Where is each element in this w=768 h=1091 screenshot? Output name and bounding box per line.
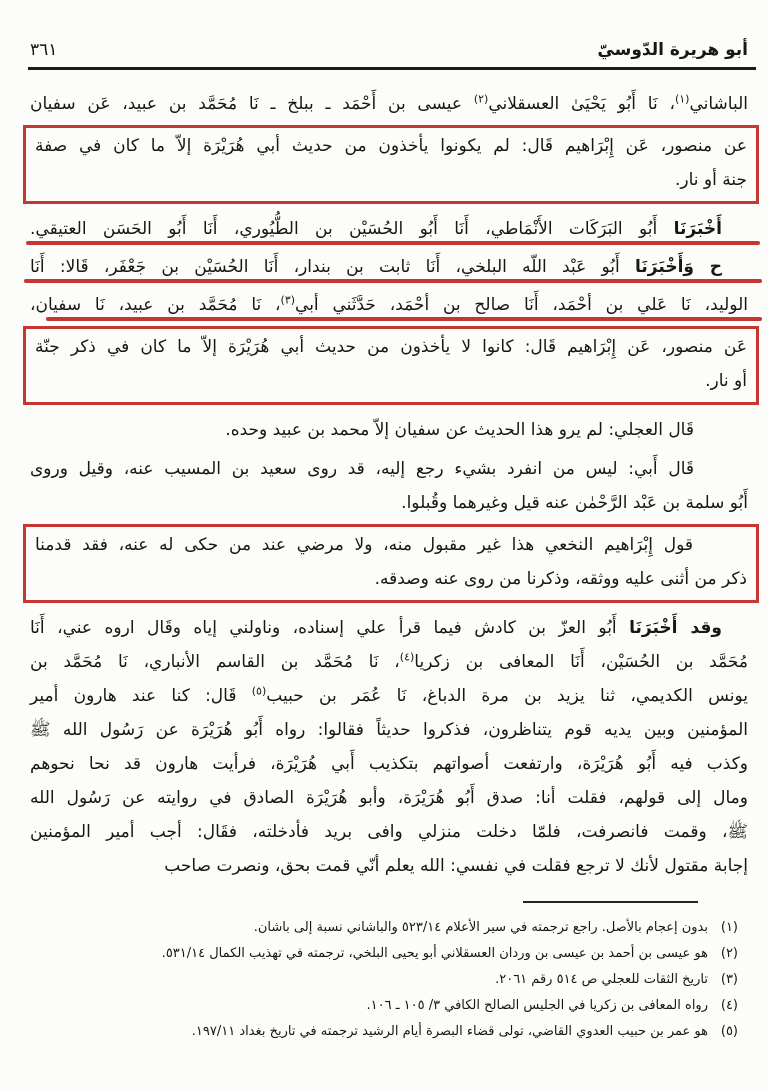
- footnote-item: [30, 915, 748, 941]
- text-line: [30, 645, 748, 679]
- text-line: [30, 87, 748, 121]
- text-segment: ، نَا أَبُو يَحْيَىٰ العسقلاني: [488, 93, 675, 114]
- footnote-number: (٤): [720, 998, 738, 1013]
- footnote-text: هو عمر بن حبيب العدوي القاضي، تولى قضاء البصرة أيام الرشيد ترجمته في تاريخ بغداد ١٩٧/١١.: [191, 1024, 708, 1039]
- text-line: قَال العجلي: لم يرو هذا الحديث عن سفيان إلاّ محمد بن عبيد وحده.: [225, 419, 694, 440]
- footnote-number: (١): [720, 920, 738, 935]
- text-line: أَبُو سلمة بن عَبْد الرَّحْمٰن عنه قيل وغيرهما وقُبلوا.: [401, 492, 748, 513]
- footnote-separator: [523, 901, 698, 904]
- highlight-box-1: [23, 125, 759, 204]
- footnotes: [30, 915, 748, 1045]
- footnote-item: [30, 1019, 748, 1045]
- text-segment: الوليد، نَا عَلي بن أحْمَد، أَنَا صالح بن أحْمَد، حَدَّثَني أبي: [295, 294, 748, 315]
- header-rule: [28, 67, 756, 70]
- bold-lead: أَخْبَرَنَا: [673, 218, 722, 239]
- footnote-item: [30, 993, 748, 1019]
- text-segment: عيسى بن أَحْمَد ـ ببلخ ـ نَا مُحَمَّد بن عبيد، عَن سفيان: [30, 93, 474, 114]
- text-line: [30, 611, 748, 645]
- footnote-item: [30, 967, 748, 993]
- page-header: [30, 40, 748, 60]
- text-line: إجابة مقتول لأنك لا ترجع فقلت في نفسي: الله يعلم أنّي قمت بحق، ونصرت صاحب: [164, 855, 748, 876]
- highlight-box-3: [23, 524, 759, 603]
- footnote-ref-5: (٥): [251, 683, 267, 697]
- text-segment: يونس الكديمي، ثنا يزيد بن مرة الدباغ، نَا عُمَر بن حبيب: [266, 685, 748, 706]
- text-segment: أَبُو البَرَكَات الأَنْمَاطي، أَنَا أَبُو الحُسَيْن بن الطُّيُوري، أَنَا أَبُو الحَسَن العتيقي.: [30, 218, 674, 239]
- page-number: ٣٦١: [30, 40, 58, 60]
- footnote-text: تاريخ الثقات للعجلي ص ٥١٤ رقم ٢٠٦١.: [495, 972, 708, 987]
- footnote-item: [30, 941, 748, 967]
- text-line: المؤمنين وبين يديه قوم يتناظرون، فذكروا حديثاً فقالوا: رواه أَبُو هُرَيْرَة عن رَسُول الله ﷺ: [30, 719, 748, 740]
- text-line: قول إِبْرَاهيم النخعي هذا غير مقبول منه، ولا مرضي عند من حكى له عنه، فقد قدمنا: [35, 534, 693, 555]
- text-segment: أَبُو عَبْد اللّه البلخي، أَنَا ثابت بن بندار، أَنَا الحُسَيْن بن جَعْفَر، قَالا: أَنَا: [30, 256, 636, 277]
- footnote-number: (٣): [720, 972, 738, 987]
- bold-lead: ح وَأَخْبَرَنَا: [635, 256, 722, 277]
- footnote-ref-4: (٤): [399, 649, 415, 663]
- text-line: جنة أو نار.: [674, 169, 747, 190]
- footnote-number: (٥): [720, 1024, 738, 1039]
- text-line: ومال إلى قولهم، فقلت أنا: صدق أَبُو هُرَيْرَة، وأبو هُرَيْرَة الصادق في روايته عن رَسُول الله: [30, 787, 748, 808]
- text-line: قَال أَبي: ليس من انفرد بشيء رجع إليه، قد روى سعيد بن المسيب عنه، وقيل وروى: [30, 458, 694, 479]
- footnote-ref-3: (٣): [280, 292, 296, 306]
- footnote-text: رواه المعافى بن زكريا في الجليس الصالح الكافي ٣/ ١٠٥ ـ ١٠٦.: [366, 998, 708, 1013]
- text-segment: مُحَمَّد بن الحُسَيْن، أَنَا المعافى بن زكريا: [414, 651, 748, 672]
- footnote-number: (٢): [720, 946, 738, 961]
- text-line: [30, 288, 748, 322]
- text-segment: أَبُو العزّ بن كادش فيما قرأ علي إسناده، وناولني إياه وقَال اروه عني، أَنَا: [30, 617, 630, 638]
- text-line: ذكر من أثنى عليه ووثقه، وذكرنا من روى عنه وصدقه.: [374, 568, 747, 589]
- text-line: أو نار.: [705, 370, 747, 391]
- text-line: عن منصور، عَن إِبْرَاهيم قَال: لم يكونوا يأخذون من حديث أبي هُرَيْرَة إلاّ ما كان في صفة: [35, 135, 747, 156]
- footnote-ref-1: (١): [674, 91, 690, 105]
- text-line: عَن منصور، عَن إِبْرَاهيم قَال: كانوا لا يأخذون من حديث أبي هُرَيْرَة إلاّ ما كان في ذكر جنّة: [35, 336, 747, 357]
- running-title: أبو هريرة الدّوسيّ: [597, 40, 748, 60]
- footnote-ref-2: (٢): [473, 91, 489, 105]
- body-text: [30, 87, 748, 883]
- text-segment: قَال: كنا عند هارون أمير: [30, 685, 252, 706]
- text-line: [30, 250, 748, 284]
- text-line: ﷺ، وقمت فانصرفت، فلمّا دخلت منزلي وافى بريد فأدخلته، فقَال: أجب أمير المؤمنين: [30, 821, 748, 842]
- text-segment: ، نَا مُحَمَّد بن القاسم الأنباري، نَا مُحَمَّد بن: [30, 651, 400, 672]
- highlight-box-2: [23, 326, 759, 405]
- text-line: [30, 212, 748, 246]
- bold-lead: وقد أَخْبَرَنَا: [629, 617, 722, 638]
- text-segment: ، نَا مُحَمَّد بن عبيد، نَا سفيان،: [30, 294, 281, 315]
- footnote-text: هو عيسى بن أحمد بن عيسى بن وردان العسقلاني أبو يحيى البلخي، ترجمته في تهذيب الكمال ٥٣١/١٤.: [161, 946, 708, 961]
- footnote-text: بدون إعجام بالأصل. راجع ترجمته في سير الأعلام ٥٢٣/١٤ والباشاني نسبة إلى باشان.: [253, 920, 708, 935]
- text-line: [30, 679, 748, 713]
- text-line: وكذب فيه أَبُو هُرَيْرَة، وارتفعت أصواتهم بتكذيب أَبي هُرَيْرَة، فرأيت هارون قد نحا نحوهم: [30, 753, 748, 774]
- text-segment: الباشاني: [689, 93, 748, 114]
